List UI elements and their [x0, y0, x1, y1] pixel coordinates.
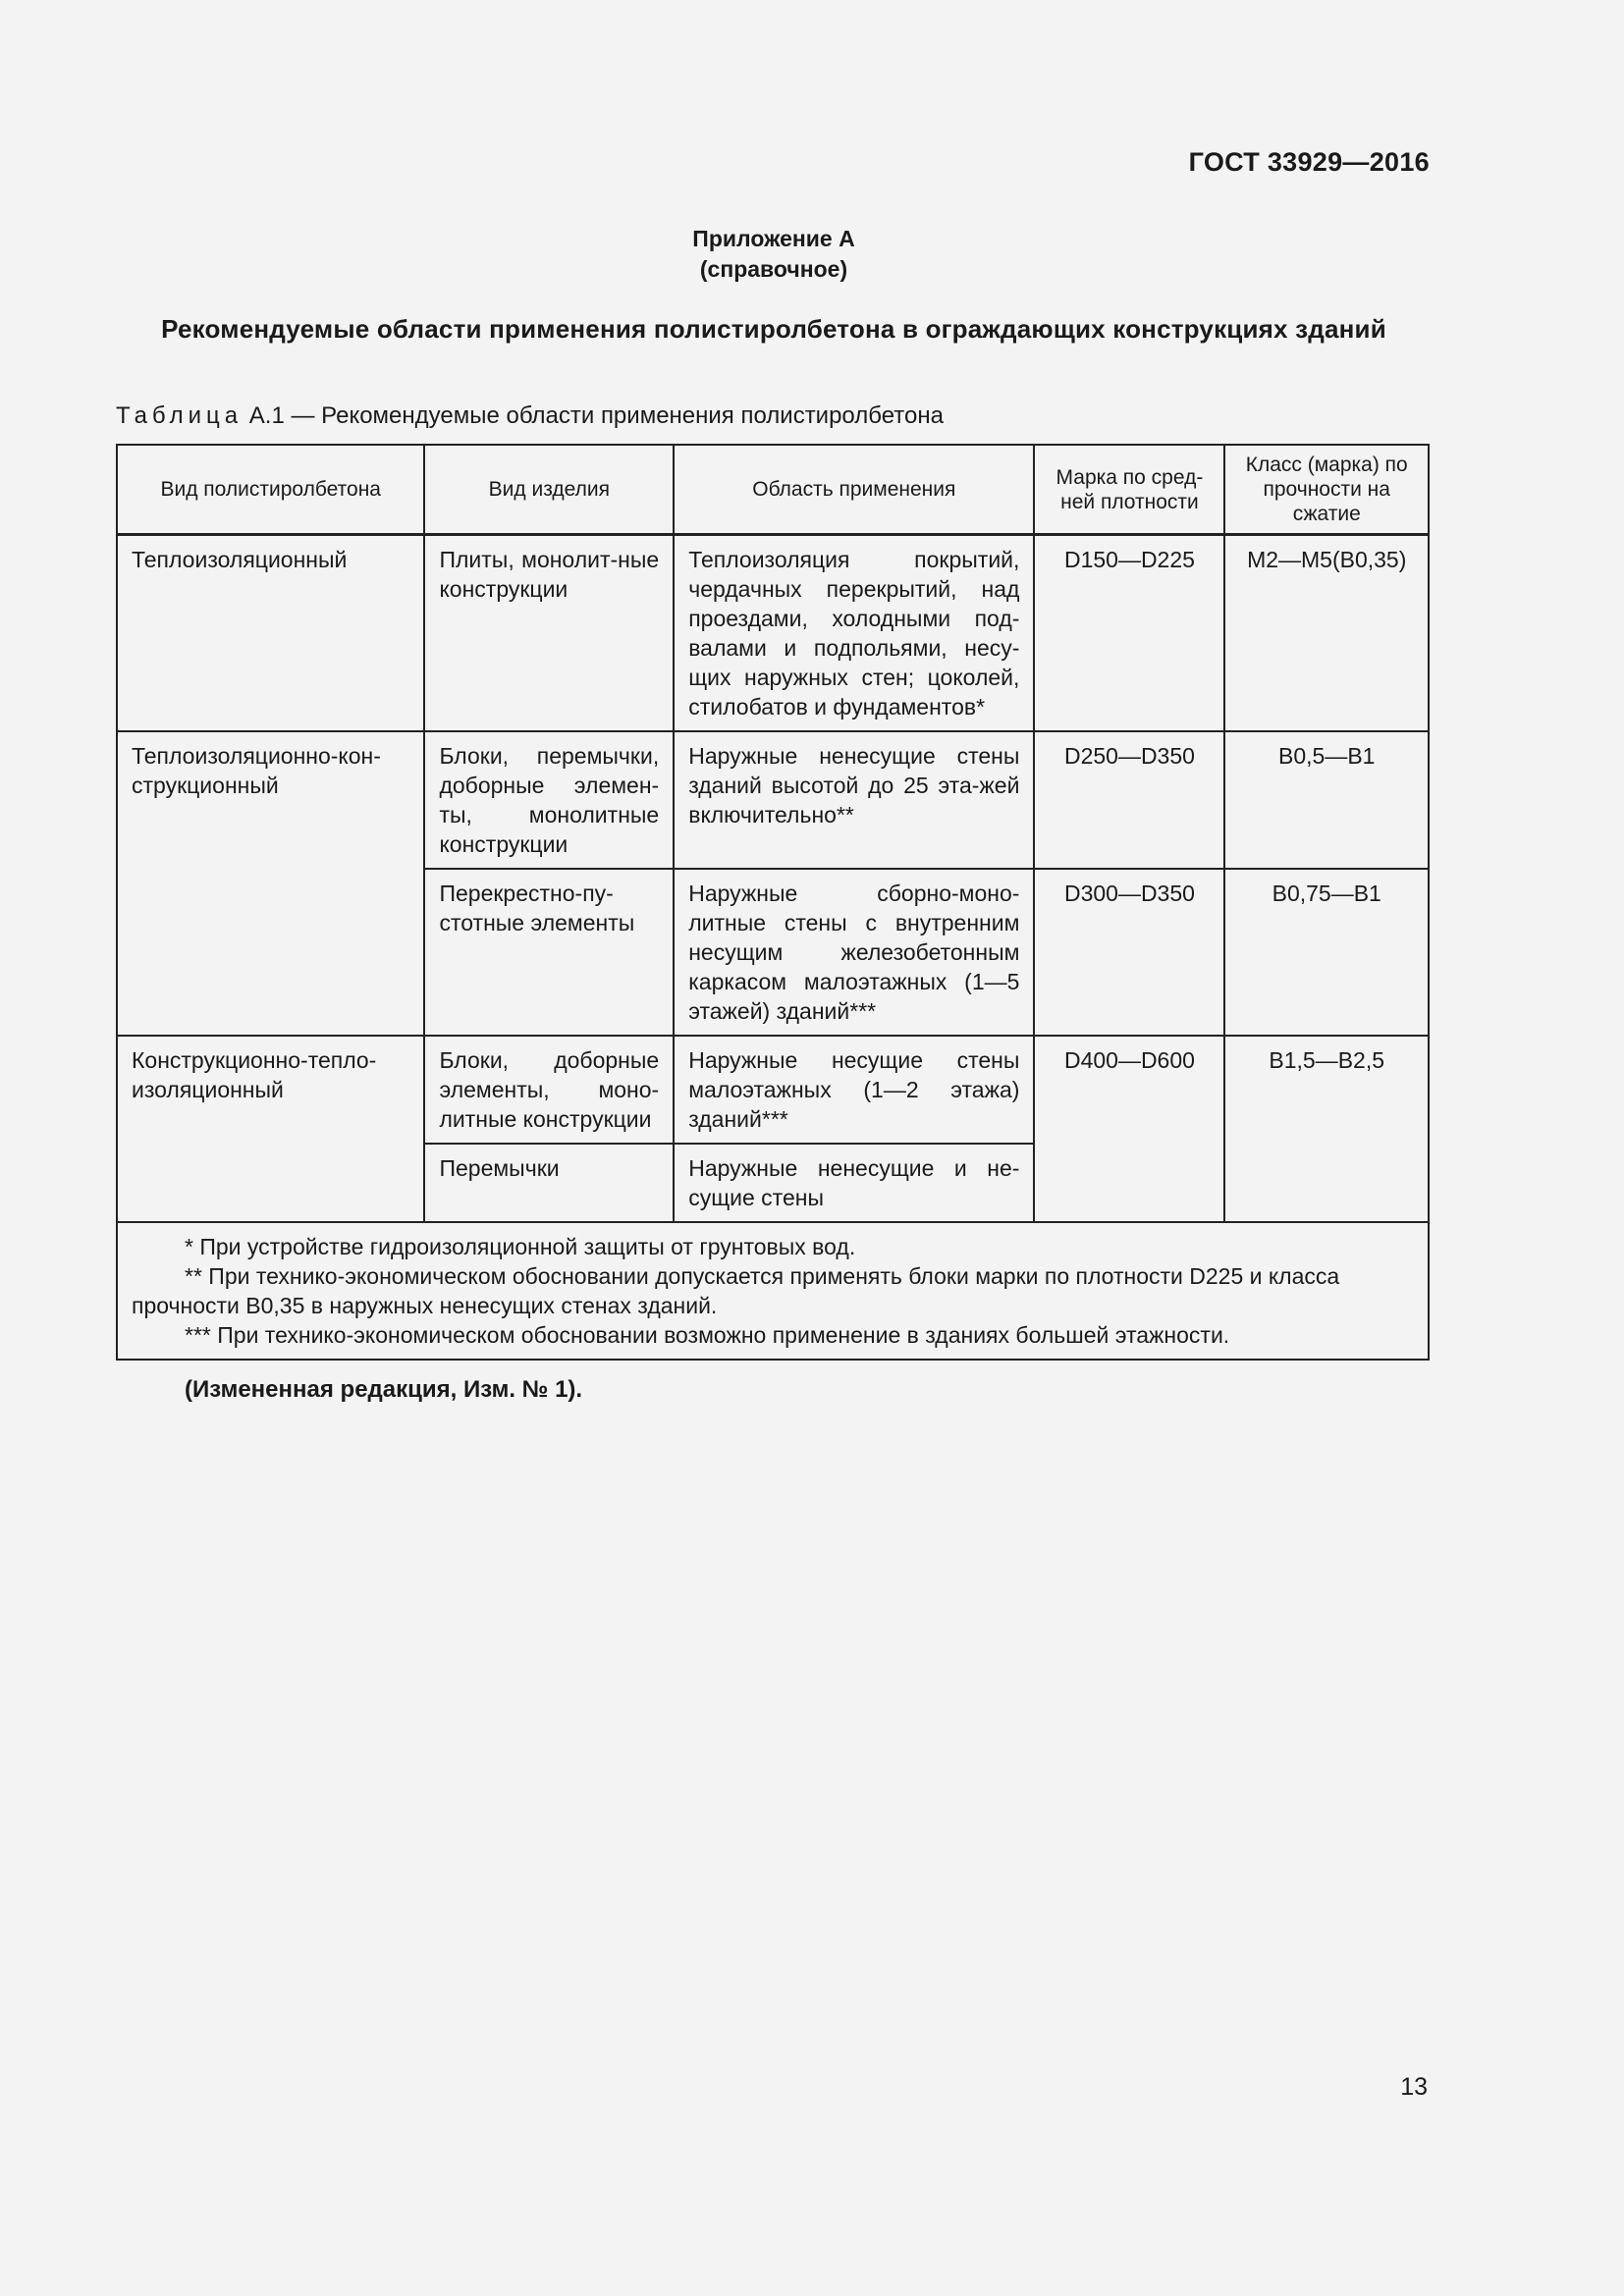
- table-caption-lead: Таблица: [116, 402, 244, 429]
- cell-type: Теплоизоляционный: [117, 535, 424, 732]
- column-header-type: Вид полистиролбетона: [117, 445, 424, 535]
- change-note: (Измененная редакция, Изм. № 1).: [185, 1376, 583, 1403]
- column-header-application: Область применения: [674, 445, 1034, 535]
- table-notes: [117, 1222, 1429, 1360]
- table-caption-text: А.1 — Рекомендуемые области применения полистиролбетона: [243, 402, 944, 429]
- cell-strength: В1,5—В2,5: [1224, 1036, 1429, 1222]
- cell-density: D150—D225: [1034, 535, 1224, 732]
- cell-strength: В0,5—В1: [1224, 731, 1429, 869]
- table-caption: [116, 402, 944, 430]
- cell-strength: М2—М5(В0,35): [1224, 535, 1429, 732]
- table-row: [117, 1036, 1429, 1144]
- cell-application: Наружные несущие стены малоэтажных (1—2 этажа) зданий***: [674, 1036, 1034, 1144]
- table-note: *** При технико-экономическом обосновании возможно применение в зданиях большей этажности.: [185, 1322, 1230, 1348]
- cell-product: Плиты, монолит-ные конструкции: [424, 535, 674, 732]
- document-code: ГОСТ 33929—2016: [1188, 147, 1430, 177]
- cell-application: Наружные сборно-моно-литные стены с внутренним несущим железобетонным каркасом малоэтажных (1—5 этажей) зданий***: [674, 869, 1034, 1036]
- cell-density: D250—D350: [1034, 731, 1224, 869]
- column-header-density: Марка по сред-ней плотности: [1034, 445, 1224, 535]
- cell-type: Теплоизоляционно-кон-струкционный: [117, 731, 424, 1036]
- cell-product: Перекрестно-пу-стотные элементы: [424, 869, 674, 1036]
- table-row: [117, 731, 1429, 869]
- table-notes-row: [117, 1222, 1429, 1360]
- appendix-heading: [0, 224, 1547, 285]
- page-number: 13: [1400, 2073, 1428, 2101]
- section-title: Рекомендуемые области применения полистиролбетона в ограждающих конструкциях зданий: [161, 314, 1386, 344]
- column-header-product: Вид изделия: [424, 445, 674, 535]
- cell-application: Теплоизоляция покрытий, чердачных перекрытий, над проездами, холодными под-валами и подпольями, несу-щих наружных стен; цоколей, стилобатов и фундаментов*: [674, 535, 1034, 732]
- applications-table: [116, 444, 1430, 1361]
- cell-application: Наружные ненесущие и не-сущие стены: [674, 1144, 1034, 1222]
- table-row: [117, 535, 1429, 732]
- column-header-strength: Класс (марка) по прочности на сжатие: [1224, 445, 1429, 535]
- cell-type: Конструкционно-тепло-изоляционный: [117, 1036, 424, 1222]
- table-note: ** При технико-экономическом обосновании допускается применять блоки марки по плотности D225 и класса прочности В0,35 в наружных ненесущих стенах зданий.: [132, 1263, 1340, 1318]
- cell-density: D300—D350: [1034, 869, 1224, 1036]
- cell-product: Блоки, перемычки, доборные элемен-ты, монолитные конструкции: [424, 731, 674, 869]
- cell-product: Блоки, доборные элементы, моно-литные конструкции: [424, 1036, 674, 1144]
- cell-product: Перемычки: [424, 1144, 674, 1222]
- appendix-kind: (справочное): [699, 256, 848, 282]
- cell-density: D400—D600: [1034, 1036, 1224, 1222]
- table-header-row: [117, 445, 1429, 535]
- cell-application: Наружные ненесущие стены зданий высотой до 25 эта-жей включительно**: [674, 731, 1034, 869]
- table-note: * При устройстве гидроизоляционной защиты от грунтовых вод.: [185, 1234, 856, 1259]
- cell-strength: В0,75—В1: [1224, 869, 1429, 1036]
- appendix-title: Приложение А: [692, 226, 855, 251]
